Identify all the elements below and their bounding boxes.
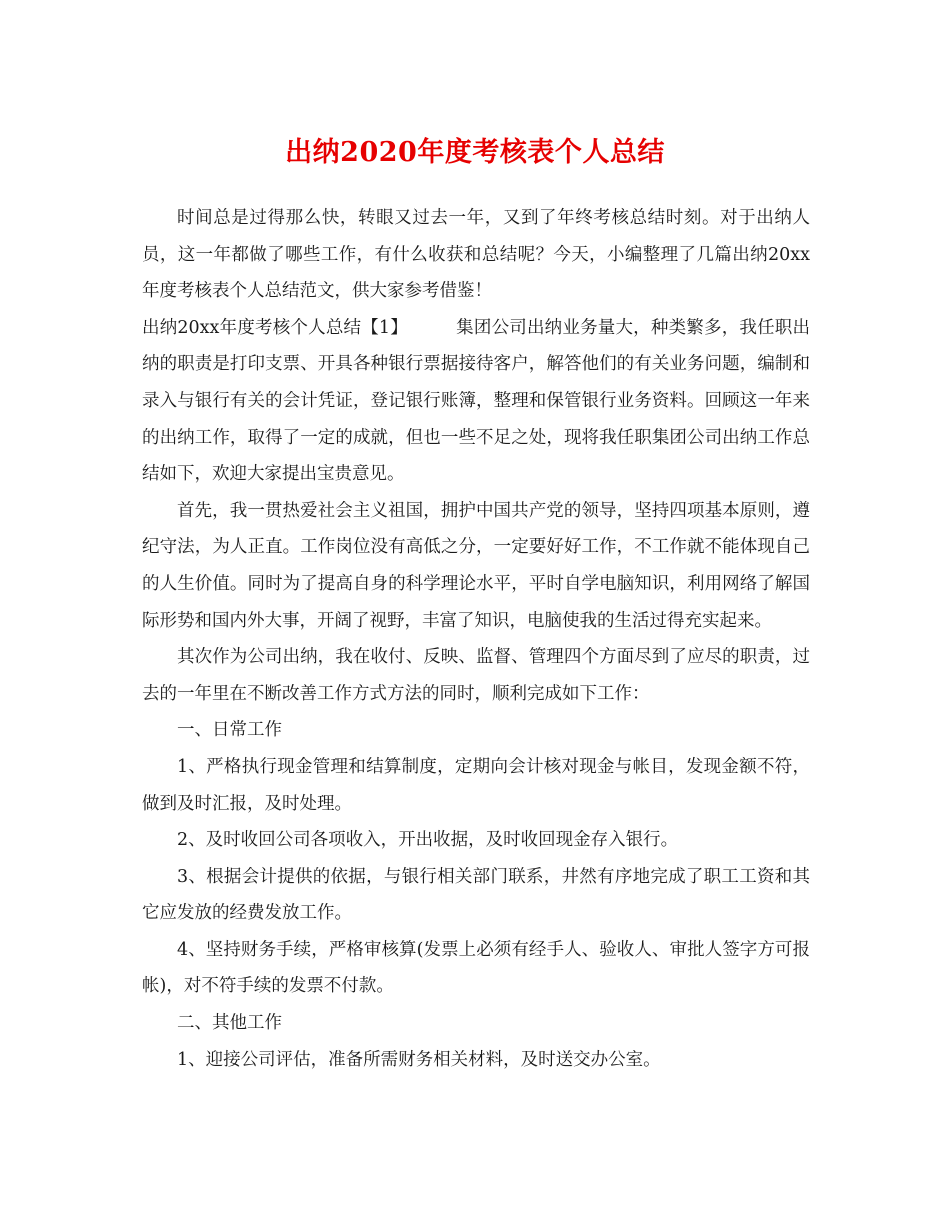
document-body [142, 200, 810, 1078]
intro-paragraph: 时间总是过得那么快，转眼又过去一年，又到了年终考核总结时刻。对于出纳人员，这一年都做了哪些工作，有什么收获和总结呢？今天，小编整理了几篇出纳20xx年度考核表个人总结范文，供大家参考借鉴！ [142, 208, 810, 302]
subheading-other-work: 二、其他工作 [177, 1013, 282, 1034]
section-heading: 出纳20xx年度考核个人总结【1】 [142, 317, 408, 338]
list-item-3: 3、根据会计提供的依据，与银行相关部门联系，井然有序地完成了职工工资和其它应发放的经费发放工作。 [142, 866, 810, 924]
list-item-1: 1、严格执行现金管理和结算制度，定期向会计核对现金与帐目，发现金额不符，做到及时汇报，及时处理。 [142, 756, 810, 814]
list-item-5: 1、迎接公司评估，准备所需财务相关材料，及时送交办公室。 [177, 1049, 661, 1070]
list-item-4: 4、坚持财务手续，严格审核算(发票上必须有经手人、验收人、审批人签字方可报帐)，对不符手续的发票不付款。 [142, 939, 810, 997]
page-title: 出纳2020年度考核表个人总结 [285, 137, 665, 168]
paragraph-1: 首先，我一贯热爱社会主义祖国，拥护中国共产党的领导，坚持四项基本原则，遵纪守法，为人正直。工作岗位没有高低之分，一定要好好工作，不工作就不能体现自己的人生价值。同时为了提高自身的科学理论水平，平时自学电脑知识，利用网络了解国际形势和国内外大事，开阔了视野，丰富了知识，电脑使我的生活过得充实起来。 [142, 500, 810, 631]
list-item-2: 2、及时收回公司各项收入，开出收据，及时收回现金存入银行。 [177, 830, 679, 851]
paragraph-2: 其次作为公司出纳，我在收付、反映、监督、管理四个方面尽到了应尽的职责，过去的一年里在不断改善工作方式方法的同时，顺利完成如下工作： [142, 647, 810, 704]
section-lead-text: 集团公司出纳业务量大，种类繁多，我任职出纳的职责是打印支票、开具各种银行票据接待客户，解答他们的有关业务问题，编制和录入与银行有关的会计凭证，登记银行账簿，整理和保管银行业务资料。回顾这一年来的出纳工作，取得了一定的成就，但也一些不足之处，现将我任职集团公司出纳工作总结如下，欢迎大家提出宝贵意见。 [142, 317, 811, 485]
section-block [142, 310, 810, 493]
subheading-daily-work: 一、日常工作 [177, 720, 282, 741]
